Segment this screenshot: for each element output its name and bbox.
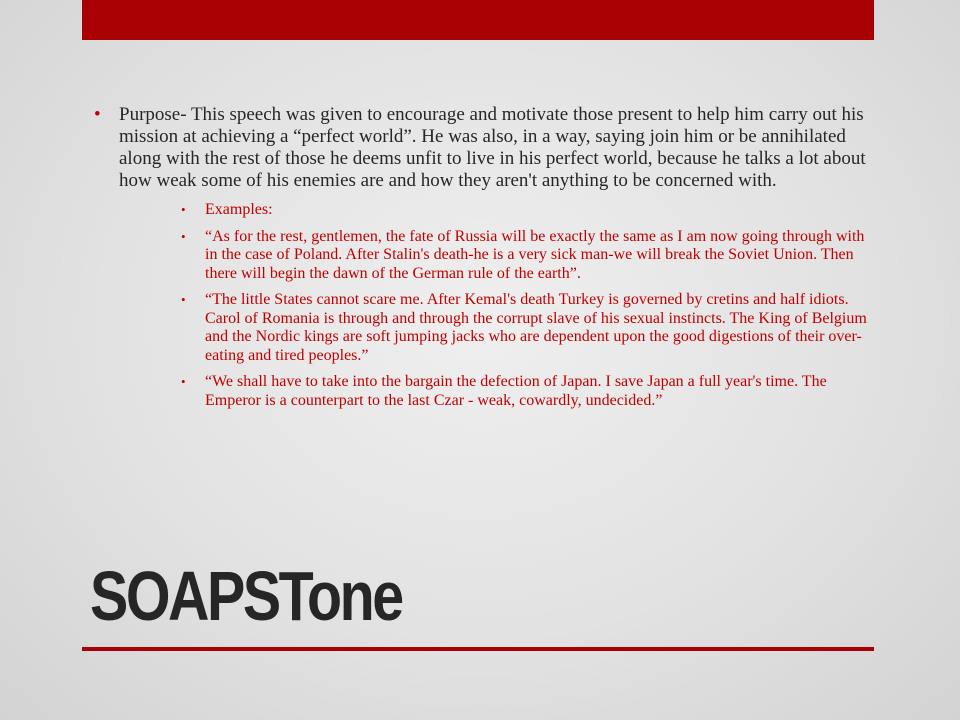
bullet-dot-icon: • [181,228,186,244]
purpose-bullet [94,104,874,410]
examples-heading-text: Examples: [205,201,273,218]
title-underline [82,647,874,651]
quote-little-states [181,291,874,365]
bullet-dot-icon: • [94,104,101,125]
examples-heading [181,201,874,220]
purpose-text: Purpose- This speech was given to encourage and motivate those present to help him carry out his mission at achieving a “perfect world”. He was also, in a way, saying join him or be annihilated along with the rest of those he deems unfit to live in his perfect world, because he talks a lot about how weak some of his enemies are and how they aren't anything to be concerned with. [119,104,866,191]
bullet-dot-icon: • [181,292,186,307]
bullet-dot-icon: • [181,374,186,389]
quote-japan-text: “We shall have to take into the bargain the defection of Japan. I save Japan a full year's time. The Emperor is a counterpart to the last Czar - weak, cowardly, undecided.” [205,373,827,409]
bullet-dot-icon: • [181,202,186,217]
slide-body [94,104,874,418]
quote-russia [181,228,874,284]
quote-little-states-text: “The little States cannot scare me. After Kemal's death Turkey is governed by cretins and half idiots. Carol of Romania is through and through the corrupt slave of his sexual instincts. The King of Belgium and the Nordic kings are soft jumping jacks who are dependent upon the good digestions of their over-eating and tired peoples.” [205,291,867,364]
slide-title: SOAPSTone [90,557,402,635]
quote-japan [181,373,874,410]
bullet-list [94,104,874,410]
examples-list [119,201,874,410]
top-accent-bar [82,0,874,40]
quote-russia-text: “As for the rest, gentlemen, the fate of Russia will be exactly the same as I am now going through with in the case of Poland. After Stalin's death-he is a very sick man-we will break the Soviet Union. Then there will begin the dawn of the German rule of the earth”. [205,227,865,282]
